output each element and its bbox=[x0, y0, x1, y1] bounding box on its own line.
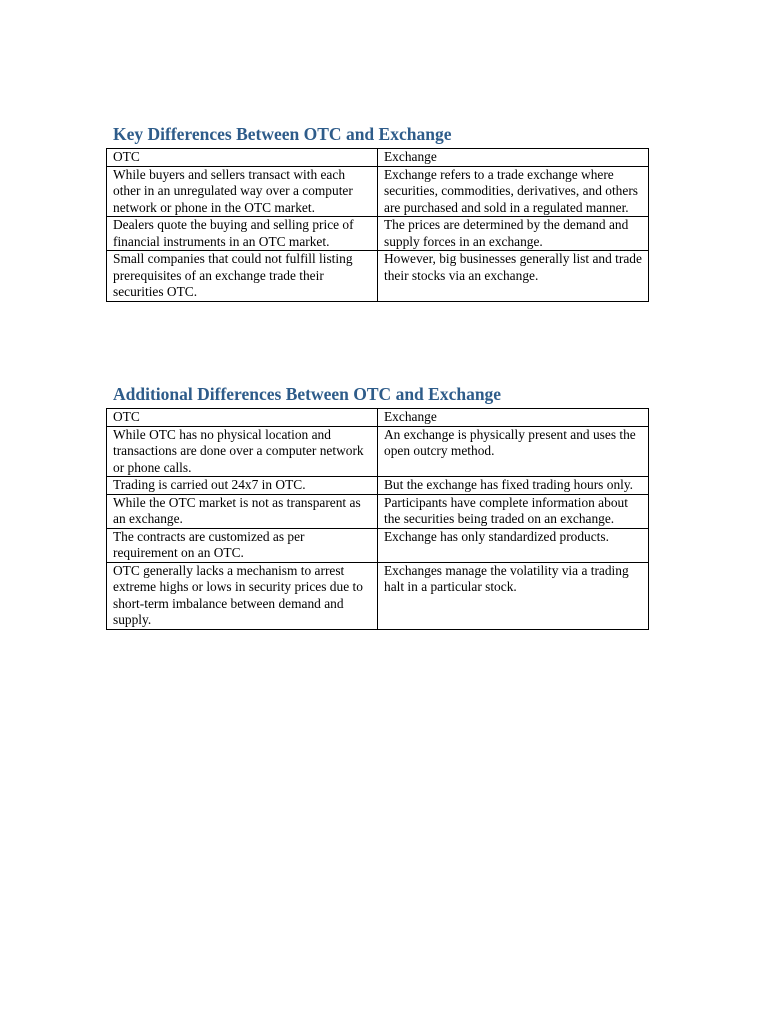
table-row bbox=[107, 166, 649, 217]
exchange-cell: Participants have complete information about the securities being traded on an exchange. bbox=[378, 494, 649, 528]
additional-differences-section bbox=[106, 384, 649, 630]
table-row bbox=[107, 426, 649, 477]
exchange-cell: However, big businesses generally list and trade their stocks via an exchange. bbox=[378, 251, 649, 302]
exchange-cell: But the exchange has fixed trading hours only. bbox=[378, 477, 649, 495]
header-cell-exchange: Exchange bbox=[378, 149, 649, 167]
otc-cell: While the OTC market is not as transparent as an exchange. bbox=[107, 494, 378, 528]
header-cell-exchange: Exchange bbox=[378, 409, 649, 427]
table-header-row bbox=[107, 409, 649, 427]
header-cell-otc: OTC bbox=[107, 149, 378, 167]
table-row bbox=[107, 494, 649, 528]
key-differences-section bbox=[106, 124, 649, 302]
section-heading: Key Differences Between OTC and Exchange bbox=[113, 124, 452, 144]
exchange-cell: The prices are determined by the demand and supply forces in an exchange. bbox=[378, 217, 649, 251]
exchange-cell: Exchange refers to a trade exchange where securities, commodities, derivatives, and others are purchased and sold in a regulated manner. bbox=[378, 166, 649, 217]
otc-cell: Trading is carried out 24x7 in OTC. bbox=[107, 477, 378, 495]
otc-cell: Small companies that could not fulfill listing prerequisites of an exchange trade their securities OTC. bbox=[107, 251, 378, 302]
exchange-cell: Exchanges manage the volatility via a trading halt in a particular stock. bbox=[378, 562, 649, 629]
key-differences-table bbox=[106, 148, 649, 302]
exchange-cell: Exchange has only standardized products. bbox=[378, 528, 649, 562]
table-header-row bbox=[107, 149, 649, 167]
table-row bbox=[107, 477, 649, 495]
header-cell-otc: OTC bbox=[107, 409, 378, 427]
table-row bbox=[107, 528, 649, 562]
exchange-cell: An exchange is physically present and uses the open outcry method. bbox=[378, 426, 649, 477]
table-row bbox=[107, 217, 649, 251]
otc-cell: OTC generally lacks a mechanism to arrest extreme highs or lows in security prices due to short-term imbalance between demand and supply. bbox=[107, 562, 378, 629]
otc-cell: Dealers quote the buying and selling price of financial instruments in an OTC market. bbox=[107, 217, 378, 251]
table-row bbox=[107, 562, 649, 629]
additional-differences-table bbox=[106, 408, 649, 630]
otc-cell: The contracts are customized as per requirement on an OTC. bbox=[107, 528, 378, 562]
table-row bbox=[107, 251, 649, 302]
otc-cell: While OTC has no physical location and transactions are done over a computer network or phone calls. bbox=[107, 426, 378, 477]
section-heading: Additional Differences Between OTC and Exchange bbox=[113, 384, 502, 404]
otc-cell: While buyers and sellers transact with each other in an unregulated way over a computer network or phone in the OTC market. bbox=[107, 166, 378, 217]
